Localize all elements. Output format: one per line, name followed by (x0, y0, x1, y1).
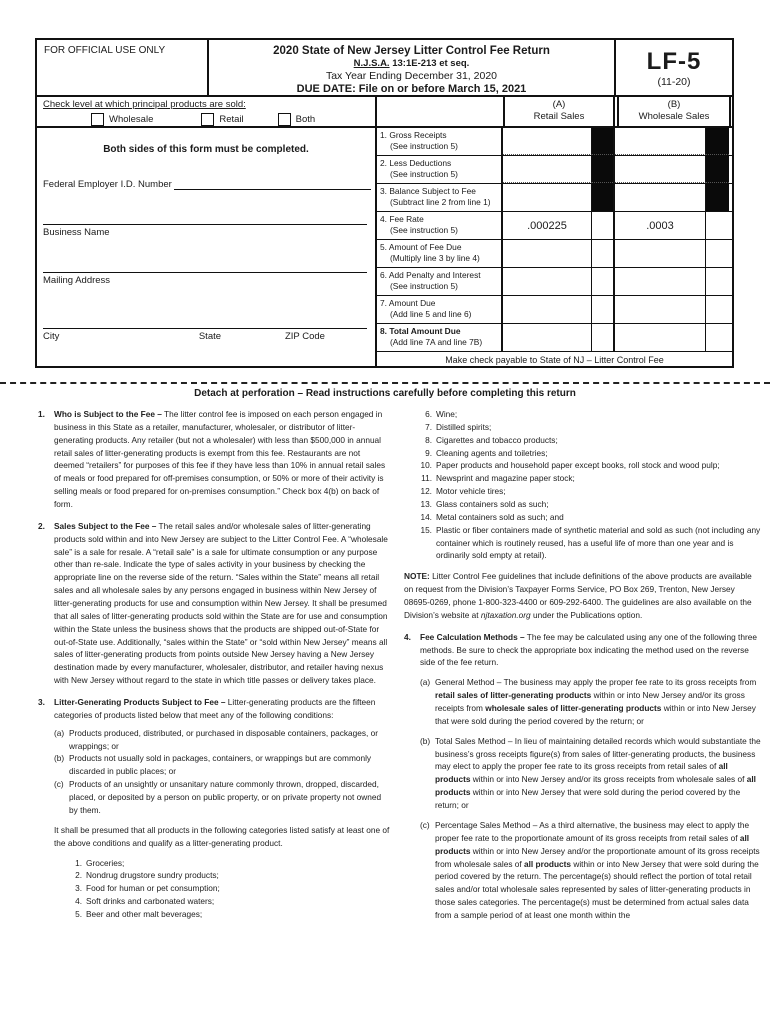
product-item: 3. Food for human or pet consumption; (75, 883, 220, 894)
line1-wholesale-cell[interactable] (615, 128, 706, 155)
condition-text: Products produced, distributed, or purchased in disposable containers, packages, or wrappings; or (69, 727, 379, 751)
column-a-label: Retail Sales (533, 111, 585, 123)
instruction-1 (38, 408, 392, 511)
product-item: 7. Distilled spirits; (425, 421, 492, 432)
fee-line-8 (377, 323, 732, 351)
line2-retail-cents-blackout (592, 154, 615, 183)
due-date-line: DUE DATE: File on or before March 15, 2021 (296, 83, 527, 96)
line5-retail-cell[interactable] (503, 240, 592, 267)
wholesale-checkbox[interactable] (91, 113, 104, 126)
both-option[interactable] (278, 113, 316, 126)
line4-retail-fee-rate: .000225 (503, 212, 592, 239)
line-label: 7. Amount Due (Add line 5 and line 6) (377, 296, 503, 323)
state-label: State (198, 331, 222, 342)
instruction-title: Who is Subject to the Fee – (54, 409, 162, 419)
line4-wholesale-fee-rate: .0003 (615, 212, 706, 239)
method-letter: (c) (420, 819, 430, 830)
both-checkbox[interactable] (278, 113, 291, 126)
identification-panel (37, 128, 377, 368)
check-level-area (37, 97, 377, 126)
column-a-header (503, 97, 615, 126)
product-item: 15. Plastic or fiber containers made of synthetic material and sold as such (not including any container which is routinely reused, has a useful life of more than one year and is ordinarily sold empty at retail). (420, 524, 761, 561)
product-item: 4. Soft drinks and carbonated waters; (75, 896, 215, 907)
fein-write-line[interactable] (174, 178, 371, 190)
note-paragraph: NOTE: Litter Control Fee guidelines that include definitions of the above products are available on request from the Division’s Taxpayer Forms Service, PO Box 269, Trenton, New Jersey 08695-0269, phone 1-800-323-4400 or 609-292-6400. The guidelines are also available on the Division’s website at njtaxation.org under the Publications option. (404, 571, 752, 620)
fein-label: Federal Employer I.D. Number (43, 179, 172, 190)
fee-return-form (35, 38, 734, 368)
instruction-number: 2. (38, 520, 45, 531)
line5-wholesale-cents-cell[interactable] (706, 240, 729, 267)
condition-text: Products of an unsightly or unsanitary nature commonly thrown, dropped, discarded, placed, or deposited by a person on public property, or on private property not owned by them. (69, 779, 382, 815)
line1-retail-cell[interactable] (503, 128, 592, 155)
form-header (37, 40, 732, 97)
both-label: Both (295, 114, 316, 125)
check-level-row (37, 97, 732, 128)
line4-retail-cents-cell (592, 212, 615, 239)
line-label: 8. Total Amount Due (Add line 7A and line 7B) (377, 324, 503, 351)
line-label: 1. Gross Receipts (See instruction 5) (377, 128, 503, 155)
business-name-write-line[interactable] (43, 224, 367, 225)
instruction-3 (38, 696, 392, 921)
line-label: 5. Amount of Fee Due (Multiply line 3 by line 4) (377, 240, 503, 267)
fee-line-1 (377, 128, 732, 155)
instruction-body: Litter-generating products are the fifteen categories of products listed below that meet any of the following conditions: (54, 697, 376, 720)
line3-wholesale-cell[interactable] (615, 182, 706, 211)
mailing-address-write-line[interactable] (43, 272, 367, 273)
line2-retail-cell[interactable] (503, 154, 592, 183)
line-label: 2. Less Deductions (See instruction 5) (377, 156, 503, 183)
instruction-title: Fee Calculation Methods – (420, 631, 525, 642)
line8-wholesale-cents-cell[interactable] (706, 324, 729, 351)
line6-retail-cents-cell[interactable] (592, 268, 615, 295)
line8-wholesale-cell[interactable] (615, 324, 706, 351)
fee-computation-table (377, 128, 732, 368)
line7-wholesale-cents-cell[interactable] (706, 296, 729, 323)
instruction-body: The fee may be calculated using any one of the following three methods. Be sure to check the appropriate box indicating the method used on the reverse side of the fee return. (420, 631, 757, 668)
product-item: 10. Paper products and household paper except books, roll stock and wood pulp; (420, 460, 720, 471)
condition-c (54, 778, 392, 817)
both-sides-note: Both sides of this form must be completed. (103, 144, 309, 155)
condition-letter: (c) (54, 779, 64, 790)
method-text: Total Sales Method – In lieu of maintaining detailed records which would substantiate the business’s gross receipts figure(s) from sales of litter-generating products, the business may elect to apply the proper fee rate to its gross receipts from retail sales of all products within or into New Jersey and/or its gross receipts from wholesale sales of all products within or into New Jersey that were sold during the period covered by the return; or (435, 735, 761, 811)
condition-letter: (a) (54, 727, 65, 738)
statute-line (209, 58, 614, 70)
condition-letter: (b) (54, 753, 65, 764)
check-level-options (43, 113, 369, 126)
line8-retail-cents-cell[interactable] (592, 324, 615, 351)
line2-wholesale-cell[interactable] (615, 154, 706, 183)
tax-year-line: Tax Year Ending December 31, 2020 (325, 70, 498, 83)
product-item: 1. Groceries; (75, 857, 125, 868)
form-body (37, 128, 732, 368)
city-label: City (43, 331, 60, 342)
instructions-section (38, 408, 762, 931)
fee-line-4 (377, 211, 732, 239)
fee-line-3 (377, 183, 732, 211)
presumption-paragraph: It shall be presumed that all products in the following categories listed satisfy at least one of the above conditions and qualify as a litter-generating product. (54, 824, 390, 848)
condition-b (54, 752, 392, 778)
product-list-1-5 (54, 857, 392, 921)
retail-checkbox[interactable] (201, 113, 214, 126)
check-level-label: Check level at which principal products are sold: (43, 99, 246, 110)
line2-wholesale-cents-blackout (706, 154, 729, 183)
line8-retail-cell[interactable] (503, 324, 592, 351)
product-item: 13. Glass containers sold as such; (420, 499, 549, 510)
fee-line-7 (377, 295, 732, 323)
statute-rest: 13:1E-213 et seq. (389, 58, 470, 70)
instruction-title: Litter-Generating Products Subject to Fee – (54, 697, 226, 708)
mailing-address-field[interactable] (43, 272, 367, 286)
instruction-body: The litter control fee is imposed on each person engaged in business in this State as a retailer, manufacturer, wholesaler, or distributor of litter-generating products. Any retailer (but not a wholesaler) with less than $500,000 in annual retail sales of litter-generating products is exempt from this fee. Restaurants are not deemed “retailers” for purposes of this fee if they have less than 10% in annual retail sales of meals or food prepared for off-premises consumption, or 50% or more of their activity is selling meals or food prepared for on-premises consumption.” Check box 4(b) on back of form. (54, 409, 386, 510)
instructions-left-column (38, 408, 392, 931)
product-item: 6. Wine; (425, 409, 458, 419)
retail-label: Retail (219, 114, 244, 125)
line-label: 4. Fee Rate (See instruction 5) (377, 212, 503, 239)
instruction-number: 1. (38, 409, 45, 419)
form-revision: (11-20) (657, 76, 691, 88)
line4-wholesale-cents-cell (706, 212, 729, 239)
line7-retail-cell[interactable] (503, 296, 592, 323)
method-a (420, 676, 762, 727)
business-name-field[interactable] (43, 224, 367, 238)
zip-label: ZIP Code (284, 331, 325, 342)
method-letter: (b) (420, 735, 431, 746)
official-use-box: FOR OFFICIAL USE ONLY (37, 40, 209, 95)
column-b-header (617, 97, 731, 126)
retail-option[interactable] (201, 113, 243, 126)
product-list-6-15 (404, 408, 762, 562)
line-label: 3. Balance Subject to Fee (Subtract line 2 from line 1) (377, 184, 503, 211)
line6-retail-cell[interactable] (503, 268, 592, 295)
product-item: 8. Cigarettes and tobacco products; (425, 434, 558, 445)
mailing-address-label: Mailing Address (43, 275, 111, 286)
condition-a (54, 727, 392, 753)
fein-field[interactable] (43, 178, 371, 190)
product-item: 11. Newsprint and magazine paper stock; (421, 473, 575, 484)
product-item: 2. Nondrug drugstore sundry products; (75, 870, 219, 881)
form-number: LF-5 (646, 48, 702, 75)
condition-text: Products not usually sold in packages, containers, or wrappings but are commonly discarded in public places; or (69, 753, 372, 777)
line6-wholesale-cell[interactable] (615, 268, 706, 295)
instructions-right-column (404, 408, 762, 931)
method-text: General Method – The business may apply the proper fee rate to its gross receipts from retail sales of litter-generating products within or into New Jersey and/or its gross receipts from wholesale sales of litter-generating products within or into New Jersey that were sold during the period covered by the return; or (435, 677, 757, 726)
line1-wholesale-cents-blackout (706, 128, 729, 155)
city-state-zip-write-line[interactable] (43, 328, 367, 329)
line7-wholesale-cell[interactable] (615, 296, 706, 323)
instruction-title: Sales Subject to the Fee – (54, 520, 157, 531)
line7-retail-cents-cell[interactable] (592, 296, 615, 323)
check-payable-note: Make check payable to State of NJ – Litter Control Fee (377, 351, 732, 368)
fee-line-2 (377, 155, 732, 183)
form-number-box (614, 40, 732, 95)
business-name-label: Business Name (43, 227, 110, 238)
city-state-zip-field[interactable] (43, 328, 367, 342)
product-item: 14. Metal containers sold as such; and (420, 511, 564, 522)
form-title: 2020 State of New Jersey Litter Control Fee Return (273, 45, 550, 57)
product-item: 5. Beer and other malt beverages; (75, 908, 203, 919)
column-b-label: Wholesale Sales (638, 111, 710, 123)
wholesale-label: Wholesale (109, 114, 154, 125)
fee-line-6 (377, 267, 732, 295)
product-item: 12. Motor vehicle tires; (420, 486, 506, 497)
instruction-number: 3. (38, 697, 45, 708)
instruction-number: 4. (404, 631, 411, 642)
line6-wholesale-cents-cell[interactable] (706, 268, 729, 295)
line3-retail-cents-blackout (592, 182, 615, 211)
line-label: 6. Add Penalty and Interest (See instruction 5) (377, 268, 503, 295)
line5-retail-cents-cell[interactable] (592, 240, 615, 267)
detach-heading: Detach at perforation – Read instructions carefully before completing this return (194, 388, 576, 399)
perforation-dashed-line (0, 382, 770, 384)
line3-wholesale-cents-blackout (706, 182, 729, 211)
instruction-4 (404, 631, 762, 922)
fee-line-5 (377, 239, 732, 267)
instruction-2 (38, 520, 392, 687)
product-item: 9. Cleaning agents and toiletries; (425, 447, 548, 458)
column-a-letter: (A) (552, 99, 566, 110)
column-b-letter: (B) (667, 99, 681, 110)
wholesale-option[interactable] (91, 113, 153, 126)
line3-retail-cell[interactable] (503, 182, 592, 211)
method-c (420, 819, 762, 922)
line1-retail-cents-blackout (592, 128, 615, 155)
method-letter: (a) (420, 677, 431, 688)
method-b (420, 735, 762, 812)
instruction-body: The retail sales and/or wholesale sales of litter-generating products sold within and into New Jersey are subject to the Litter Control Fee. A “wholesale sale” is a sale for resale. A “retail sale” is a sale for ultimate consumption or any purpose other than re-sale. Indicate the type of sales activity in your business by checking the appropriate line on the reverse side of the return. “Sales within the State” means all retail sales and all wholesale sales by any persons engaged in business within New Jersey of litter-generating products for use and consumption within New Jersey. It shall be presumed that all sales of litter-generating products sold within the State are for use and consumption within the State unless the business shows that the products are shipped out-of-State for out-of-State use. Additionally, “sales within the State” or “sold within New Jersey” means all sales of litter-generating products from points outside New Jersey having a New Jersey destination made by every manufacturer, wholesaler, distributor, and retailer having nexus with New Jersey without regard to the state in which title passes or delivery takes place. (54, 520, 388, 686)
method-text: Percentage Sales Method – As a third alternative, the business may elect to apply the proper fee rate to the proportionate amount of its gross receipts from retail sales of all products within or into New Jersey and/or the proportionate amount of its gross receipts from wholesale sales of all products within or into New Jersey that were sold during the period covered by the return. The percentage(s) should reflect the portion of total retail sales and/or total wholesale sales represented by sales of litter-generating products in those sales categories. The percentage(s) must be determined from actual sales data from a sample period of at least one month within the (435, 819, 760, 920)
form-title-block (209, 40, 614, 95)
line5-wholesale-cell[interactable] (615, 240, 706, 267)
statute-citation: N.J.S.A. (353, 58, 390, 70)
